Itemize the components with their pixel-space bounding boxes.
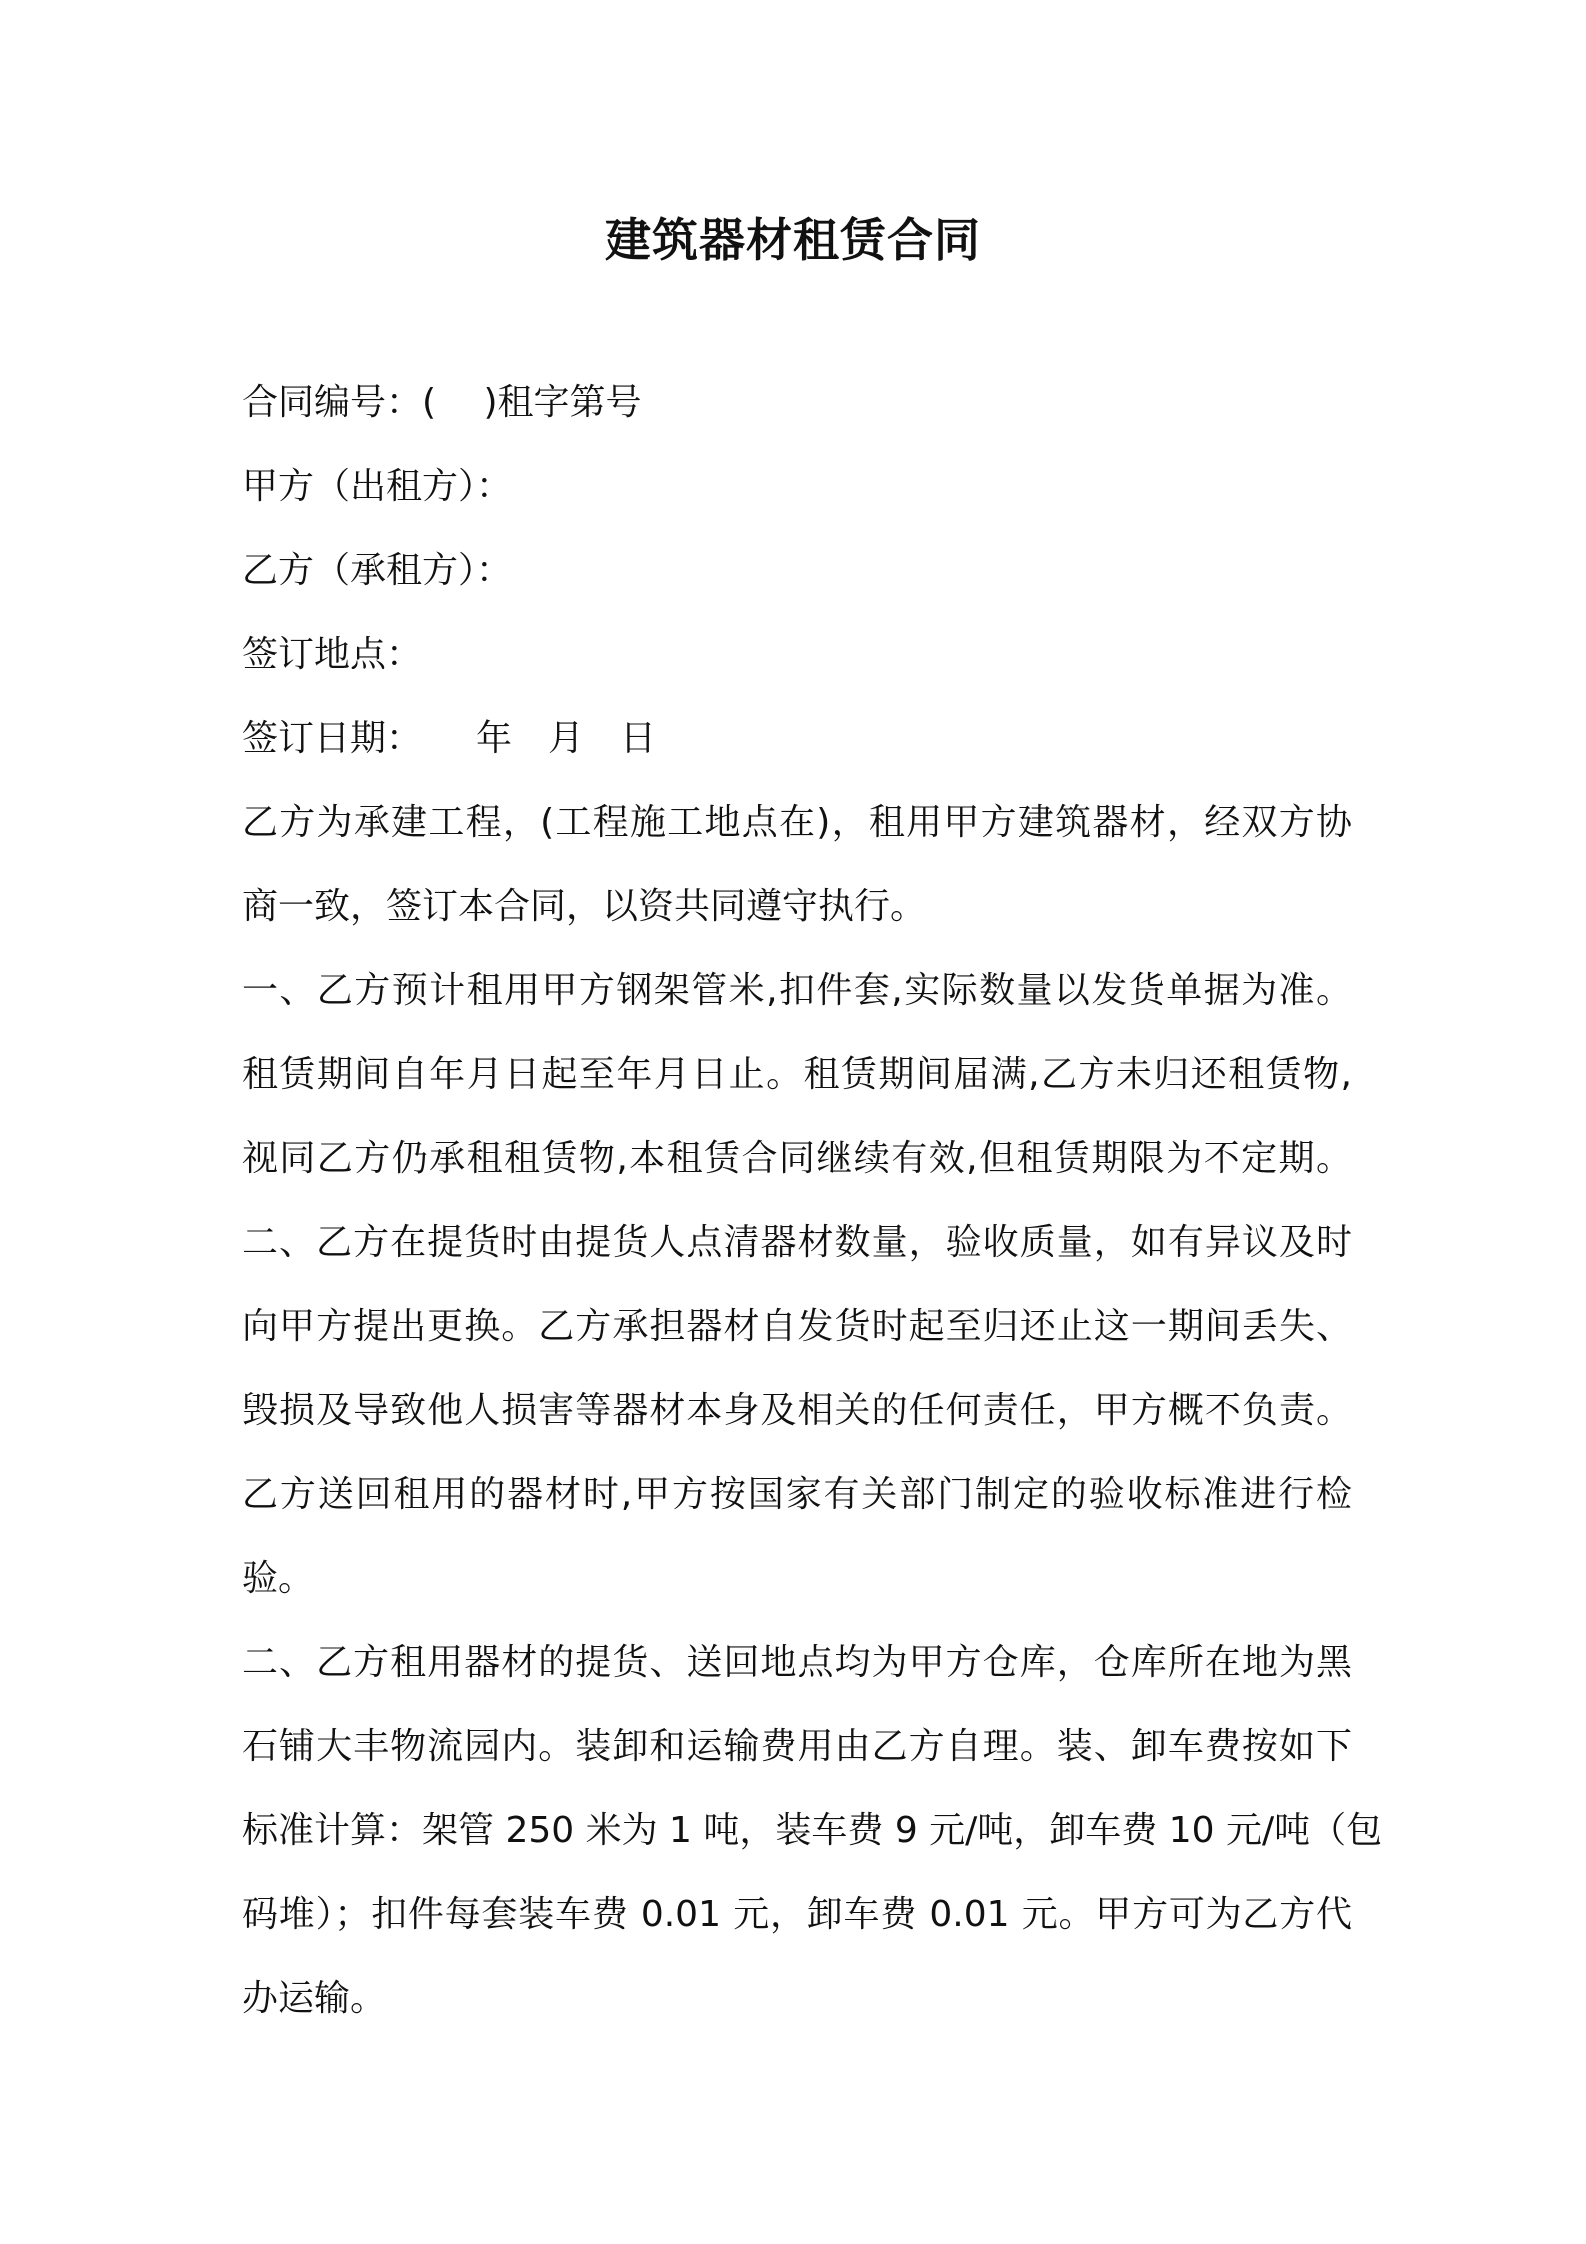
document-line: 石铺大丰物流园内。装卸和运输费用由乙方自理。装、卸车费按如下 <box>242 1726 1352 1767</box>
document-line: 一、乙方预计租用甲方钢架管米,扣件套,实际数量以发货单据为准。 <box>242 970 1352 1011</box>
document-body <box>242 361 1383 2041</box>
document-line: 二、乙方租用器材的提货、送回地点均为甲方仓库，仓库所在地为黑 <box>242 1642 1352 1683</box>
document-line: 标准计算：架管 250 米为 1 吨，装车费 9 元/吨，卸车费 10 元/吨（包 <box>242 1810 1383 1851</box>
document-line: 办运输。 <box>242 1978 387 2019</box>
document-line: 租赁期间自年月日起至年月日止。租赁期间届满,乙方未归还租赁物, <box>242 1054 1352 1095</box>
document-line: 签订日期： 年 月 日 <box>242 718 657 759</box>
document-line: 视同乙方仍承租租赁物,本租赁合同继续有效,但租赁期限为不定期。 <box>242 1138 1352 1179</box>
document-line: 乙方（承租方）： <box>242 550 513 591</box>
document-line: 乙方为承建工程，(工程施工地点在)，租用甲方建筑器材，经双方协 <box>242 802 1352 843</box>
document-line: 商一致，签订本合同，以资共同遵守执行。 <box>242 886 927 927</box>
document-line: 二、乙方在提货时由提货人点清器材数量，验收质量，如有异议及时 <box>242 1222 1352 1263</box>
document-line: 签订地点： <box>242 634 423 675</box>
document-line: 甲方（出租方）： <box>242 466 513 507</box>
document-line: 乙方送回租用的器材时,甲方按国家有关部门制定的验收标准进行检 <box>242 1474 1352 1515</box>
document-line: 毁损及导致他人损害等器材本身及相关的任何责任，甲方概不负责。 <box>242 1390 1352 1431</box>
document-line: 码堆）；扣件每套装车费 0.01 元，卸车费 0.01 元。甲方可为乙方代 <box>242 1894 1352 1935</box>
document-line: 合同编号：( )租字第号 <box>242 382 642 423</box>
document-line: 向甲方提出更换。乙方承担器材自发货时起至归还止这一期间丢失、 <box>242 1306 1352 1347</box>
document-line: 验。 <box>242 1558 315 1599</box>
document-title: 建筑器材租赁合同 <box>605 213 981 267</box>
